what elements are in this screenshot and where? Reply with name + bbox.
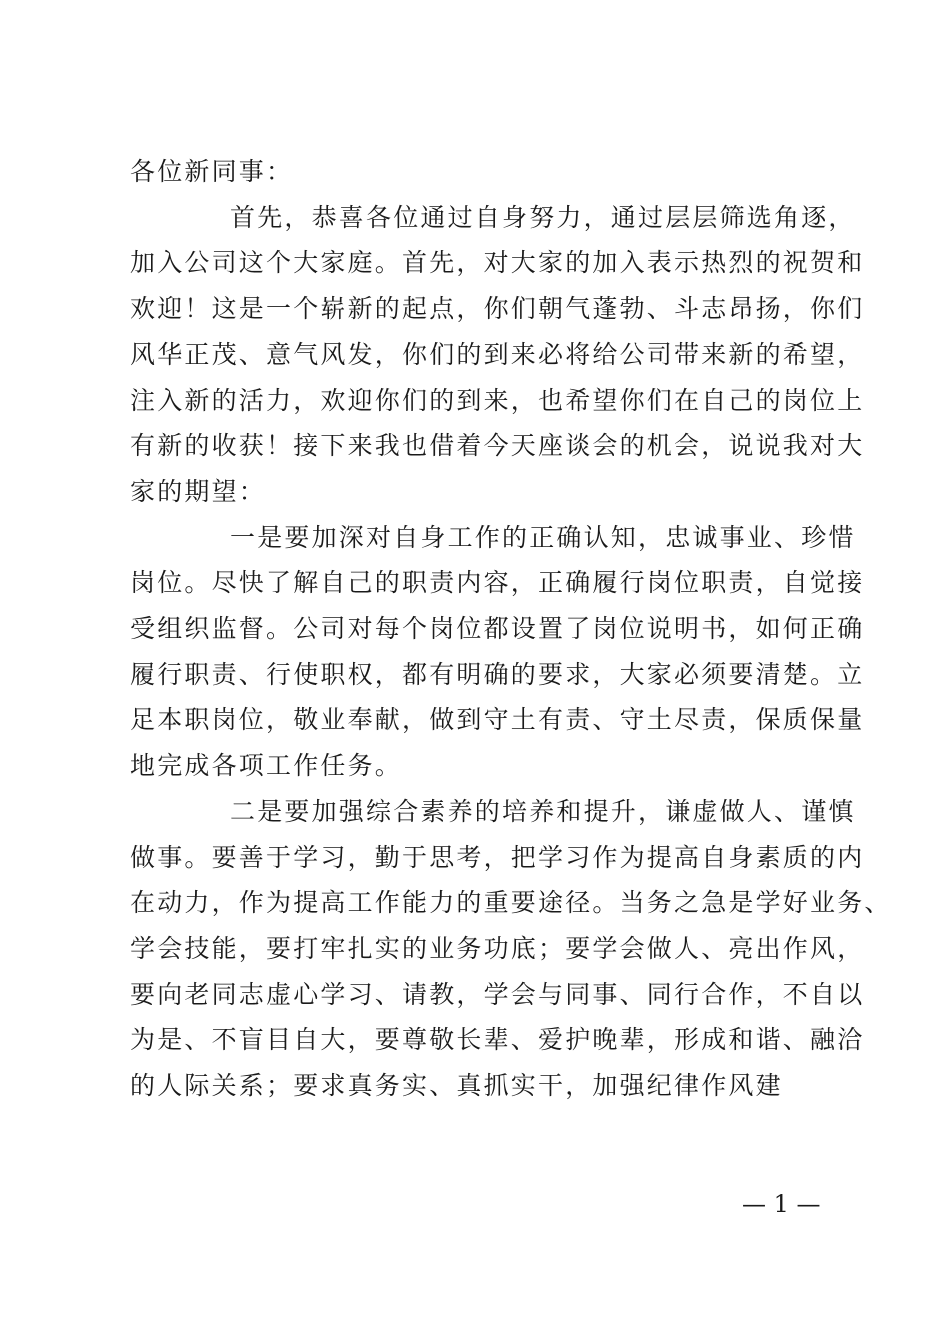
page-number: — 1 — bbox=[742, 1190, 821, 1218]
text-line: 要向老同志虚心学习、请教，学会与同事、同行合作，不自以 bbox=[130, 979, 865, 1009]
text-line: 足本职岗位，敬业奉献，做到守土有责、守土尽责，保质保量 bbox=[130, 705, 865, 735]
text-line: 的人际关系；要求真务实、真抓实干，加强纪律作风建 bbox=[130, 1071, 783, 1101]
text-line: 一是要加深对自身工作的正确认知，忠诚事业、珍惜 bbox=[230, 522, 856, 552]
text-line: 做事。要善于学习，勤于思考，把学习作为提高自身素质的内 bbox=[130, 842, 865, 872]
text-line: 风华正茂、意气风发，你们的到来必将给公司带来新的希望， bbox=[130, 339, 865, 369]
text-line: 欢迎！这是一个崭新的起点，你们朝气蓬勃、斗志昂扬，你们 bbox=[130, 294, 865, 324]
text-line: 学会技能，要打牢扎实的业务功底；要学会做人、亮出作风， bbox=[130, 933, 865, 963]
text-line: 有新的收获！接下来我也借着今天座谈会的机会，说说我对大 bbox=[130, 431, 865, 461]
text-line: 受组织监督。公司对每个岗位都设置了岗位说明书，如何正确 bbox=[130, 614, 865, 644]
text-line: 地完成各项工作任务。 bbox=[130, 751, 403, 781]
text-line: 岗位。尽快了解自己的职责内容，正确履行岗位职责，自觉接 bbox=[130, 568, 865, 598]
text-line: 加入公司这个大家庭。首先，对大家的加入表示热烈的祝贺和 bbox=[130, 248, 865, 278]
text-line: 首先，恭喜各位通过自身努力，通过层层筛选角逐， bbox=[230, 202, 856, 232]
text-line: 二是要加强综合素养的培养和提升，谦虚做人、谨慎 bbox=[230, 796, 856, 826]
text-line: 在动力，作为提高工作能力的重要途径。当务之急是学好业务、 bbox=[130, 888, 892, 918]
text-line: 注入新的活力，欢迎你们的到来，也希望你们在自己的岗位上 bbox=[130, 385, 865, 415]
text-line: 履行职责、行使职权，都有明确的要求，大家必须要清楚。立 bbox=[130, 659, 865, 689]
document-body bbox=[130, 149, 892, 1109]
paragraph-point-two bbox=[130, 789, 892, 1109]
text-line: 家的期望： bbox=[130, 476, 267, 506]
text-line: 为是、不盲目自大，要尊敬长辈、爱护晚辈，形成和谐、融洽 bbox=[130, 1025, 865, 1055]
salutation: 各位新同事： bbox=[130, 157, 294, 186]
paragraph-point-one bbox=[130, 515, 865, 789]
paragraph-congratulations bbox=[130, 195, 865, 515]
